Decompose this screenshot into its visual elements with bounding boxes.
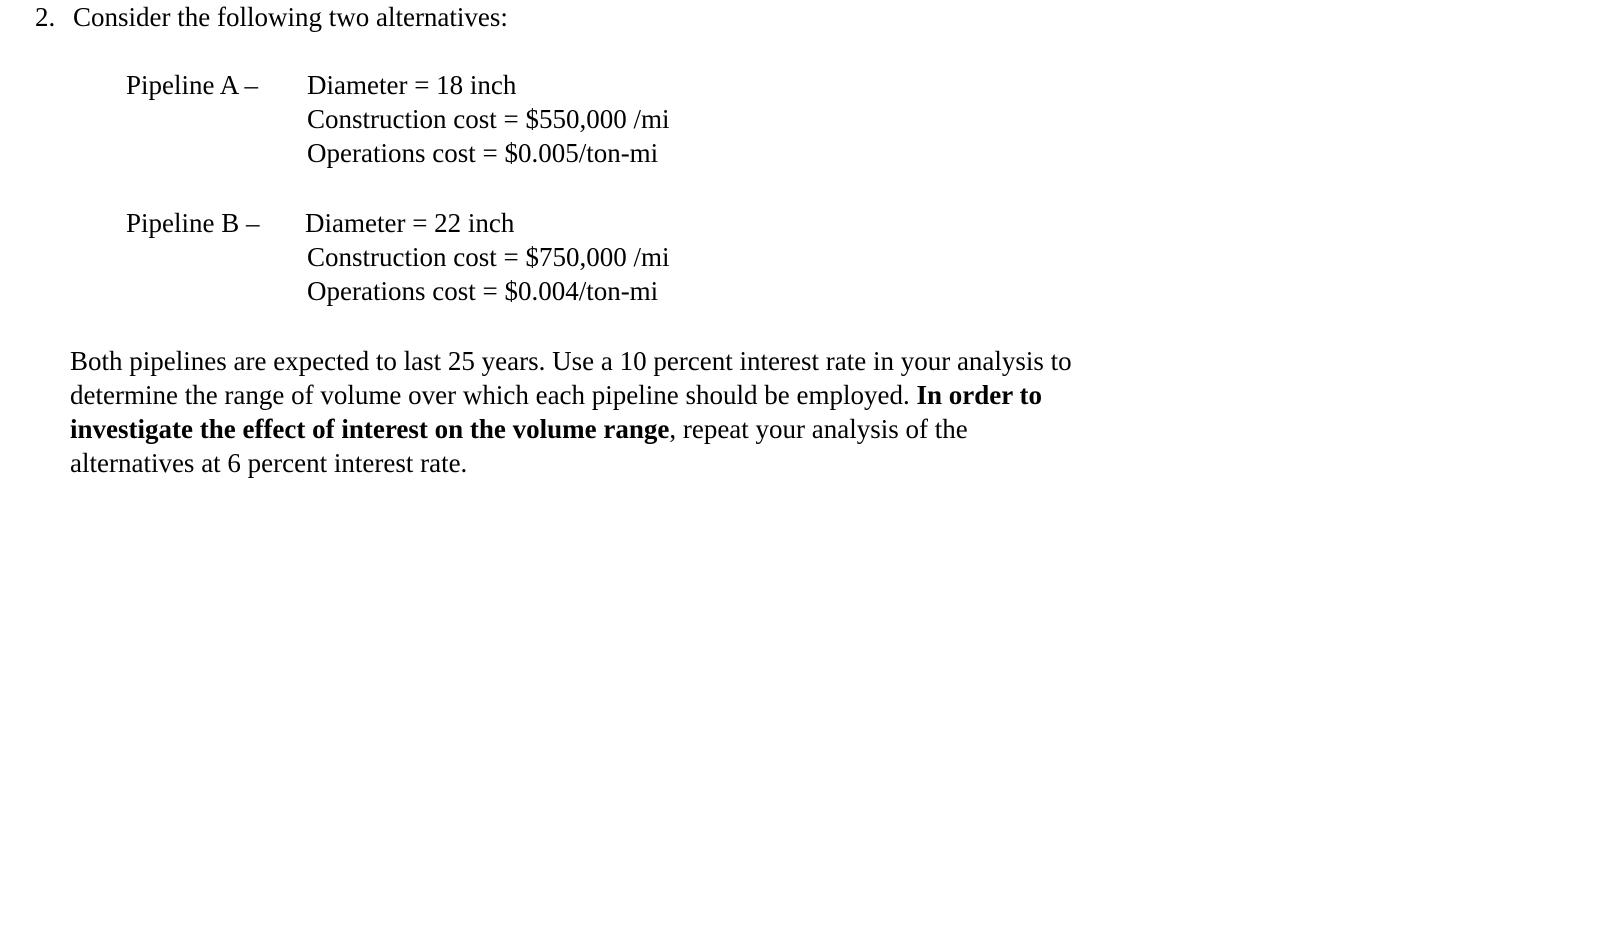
pipeline-a-construction-cost: Construction cost = $550,000 /mi	[307, 104, 670, 134]
pipeline-b-diameter: Diameter = 22 inch	[305, 208, 515, 238]
paragraph-line-2	[70, 378, 1310, 412]
pipeline-a-specs	[307, 68, 669, 170]
paragraph-line-1: Both pipelines are expected to last 25 years. Use a 10 percent interest rate in your analysis to	[70, 346, 1072, 376]
instructions-paragraph	[70, 344, 1310, 480]
pipeline-a-name: Pipeline A –	[126, 70, 259, 100]
pipeline-b-name: Pipeline B –	[126, 208, 260, 238]
pipeline-b-specs	[307, 206, 669, 308]
pipeline-a-diameter: Diameter = 18 inch	[307, 70, 517, 100]
question-heading	[35, 0, 508, 34]
question-number: 2.	[35, 2, 56, 32]
pipeline-b-operations-cost: Operations cost = $0.004/ton-mi	[307, 276, 659, 306]
pipeline-b-construction-cost: Construction cost = $750,000 /mi	[307, 242, 670, 272]
paragraph-line-3	[70, 412, 1310, 446]
paragraph-line-4: alternatives at 6 percent interest rate.	[70, 448, 468, 478]
question-text: Consider the following two alternatives:	[73, 2, 508, 32]
paragraph-line-2-bold: In order to	[916, 380, 1042, 410]
paragraph-line-3-bold: investigate the effect of interest on the volume range	[70, 414, 670, 444]
pipeline-a-operations-cost: Operations cost = $0.005/ton-mi	[307, 138, 659, 168]
paragraph-line-2-plain: determine the range of volume over which each pipeline should be employed.	[70, 380, 917, 410]
paragraph-line-3-plain: , repeat your analysis of the	[669, 414, 968, 444]
